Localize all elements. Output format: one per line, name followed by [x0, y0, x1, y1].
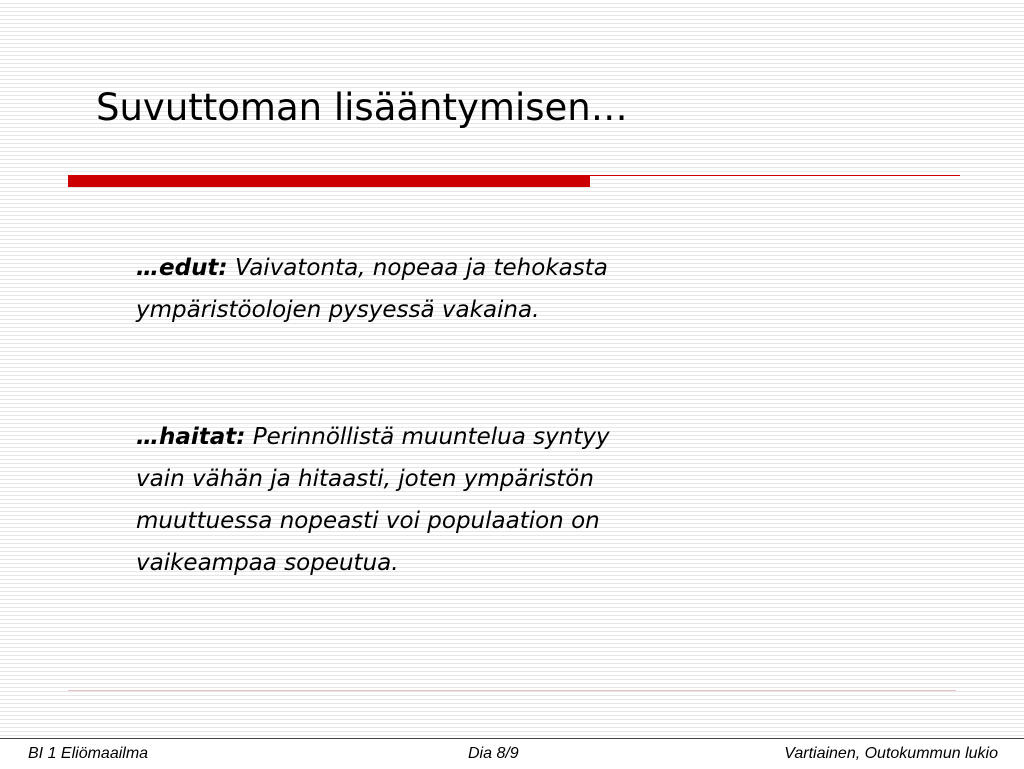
title-divider [68, 175, 960, 188]
slide-title: Suvuttoman lisääntymisen… [96, 86, 628, 129]
advantages-text-1: Vaivatonta, nopeaa ja tehokasta [234, 255, 608, 281]
footer-course: BI 1 Eliömaailma [28, 745, 149, 762]
disadvantages-text-2: vain vähän ja hitaasti, joten ympäristön [136, 466, 594, 492]
disadvantages-line-1 [136, 416, 756, 458]
footer-slide-number: Dia 8/9 [468, 745, 519, 762]
disadvantages-text-1: Perinnöllistä muuntelua syntyy [252, 424, 610, 450]
advantages-lead: …edut: [136, 255, 228, 281]
disadvantages-text-3: muuttuessa nopeasti voi populaation on [136, 508, 600, 534]
advantages-paragraph [136, 247, 756, 331]
disadvantages-paragraph [136, 416, 756, 584]
slide-footer [0, 738, 1024, 769]
disadvantages-text-4: vaikeampaa sopeutua. [136, 550, 399, 576]
title-divider-thick [68, 175, 590, 187]
advantages-text-2: ympäristöolojen pysyessä vakaina. [136, 297, 540, 323]
title-divider-thin [590, 175, 960, 176]
content-bottom-divider [68, 690, 956, 691]
disadvantages-lead: …haitat: [136, 424, 246, 450]
advantages-line-1 [136, 247, 756, 289]
footer-author: Vartiainen, Outokummun lukio [784, 745, 998, 762]
